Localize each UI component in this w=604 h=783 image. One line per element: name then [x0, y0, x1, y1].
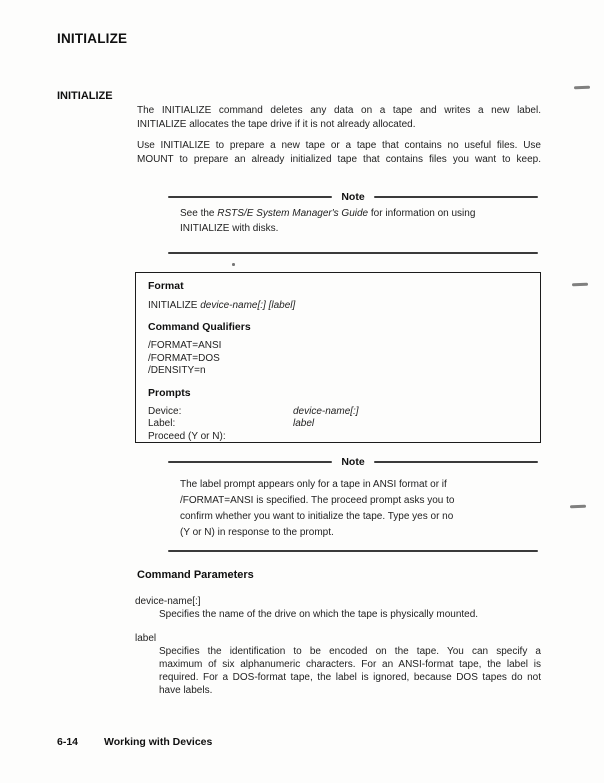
qualifier-list — [148, 340, 530, 378]
prompt-row — [148, 431, 530, 444]
prompt-row — [148, 418, 530, 431]
text-line: required. For a DOS-format tape, the label is ignored, because DOS tapes do not — [159, 672, 541, 683]
note-closing-rule — [168, 550, 538, 552]
margin-change-mark — [572, 283, 588, 286]
text-line: INITIALIZE allocates the tape drive if it is not already allocated. — [137, 118, 416, 130]
qualifiers-heading: Command Qualifiers — [148, 321, 251, 333]
text-line: have labels. — [159, 685, 213, 696]
note-label: Note — [341, 456, 365, 468]
text-line: maximum of six alphanumeric characters. For an ANSI-format tape, the label is — [159, 659, 541, 670]
text-line: Use INITIALIZE to prepare a new tape or a tape that contains no useful files. Use — [137, 140, 541, 151]
qualifier-item: /FORMAT=ANSI — [148, 340, 222, 351]
format-box — [135, 272, 541, 443]
prompt-name: Proceed (Y or N): — [148, 430, 226, 442]
parameter-item — [135, 595, 541, 621]
text-line: MOUNT to prepare an already initialized tape that contains files you want to keep. — [137, 153, 541, 165]
book-title: RSTS/E System Manager's Guide — [217, 208, 369, 219]
prompt-response: device-name[:] — [293, 405, 359, 417]
parameter-list — [135, 595, 541, 697]
prompt-name: Device: — [148, 405, 182, 417]
text-run: for information on using — [368, 208, 476, 219]
margin-change-mark — [570, 505, 586, 508]
intro-paragraph-1 — [137, 104, 541, 131]
text-line: Specifies the identification to be encoded on the tape. You can specify a — [159, 646, 541, 657]
parameter-definition — [159, 645, 541, 697]
prompt-row — [148, 406, 530, 419]
prompt-table — [148, 406, 530, 444]
running-head: INITIALIZE — [57, 31, 128, 46]
command-syntax — [148, 299, 530, 312]
prompts-heading: Prompts — [148, 386, 191, 399]
parameter-term: label — [135, 633, 157, 644]
rule-segment — [168, 196, 332, 198]
intro-paragraph-2 — [137, 139, 541, 166]
qualifier-item: /DENSITY=n — [148, 365, 206, 376]
note-text — [168, 477, 538, 541]
rule-segment — [374, 196, 538, 198]
qualifier-item: /FORMAT=DOS — [148, 352, 220, 364]
scan-speck — [232, 263, 235, 266]
page-footer — [57, 736, 212, 748]
text-line: INITIALIZE with disks. — [180, 223, 279, 234]
command-keyword: INITIALIZE — [148, 300, 201, 311]
text-line: The label prompt appears only for a tape in ANSI format or if — [180, 479, 447, 490]
text-line — [180, 206, 512, 221]
rule-segment — [374, 461, 538, 463]
text-run: See the — [180, 208, 218, 219]
parameter-definition — [159, 608, 541, 621]
prompt-response — [293, 431, 530, 444]
text-line: Specifies the name of the drive on which the tape is physically mounted. — [159, 609, 479, 620]
format-heading: Format — [148, 280, 184, 292]
text-line: The INITIALIZE command deletes any data on a tape and writes a new label. — [137, 105, 541, 116]
margin-change-mark — [574, 86, 590, 89]
note-text — [168, 206, 538, 236]
note-label: Note — [341, 191, 365, 203]
command-arguments: device-name[:] [label] — [200, 300, 296, 311]
command-parameters-heading: Command Parameters — [137, 569, 254, 581]
note-block-2 — [168, 455, 538, 552]
page-number: 6-14 — [57, 736, 79, 748]
section-heading: INITIALIZE — [57, 90, 113, 102]
text-line: (Y or N) in response to the prompt. — [180, 527, 334, 538]
text-line: confirm whether you want to initialize the tape. Type yes or no — [180, 511, 454, 522]
footer-chapter-title: Working with Devices — [104, 736, 213, 748]
text-line: /FORMAT=ANSI is specified. The proceed prompt asks you to — [180, 495, 455, 506]
note-header-rule — [168, 190, 538, 204]
prompt-response: label — [293, 418, 315, 429]
note-header-rule — [168, 455, 538, 469]
rule-segment — [168, 461, 332, 463]
prompt-name: Label: — [148, 418, 176, 429]
note-closing-rule — [168, 252, 538, 254]
parameter-item — [135, 632, 541, 697]
parameter-term: device-name[:] — [135, 596, 201, 607]
note-block-1 — [168, 190, 538, 254]
